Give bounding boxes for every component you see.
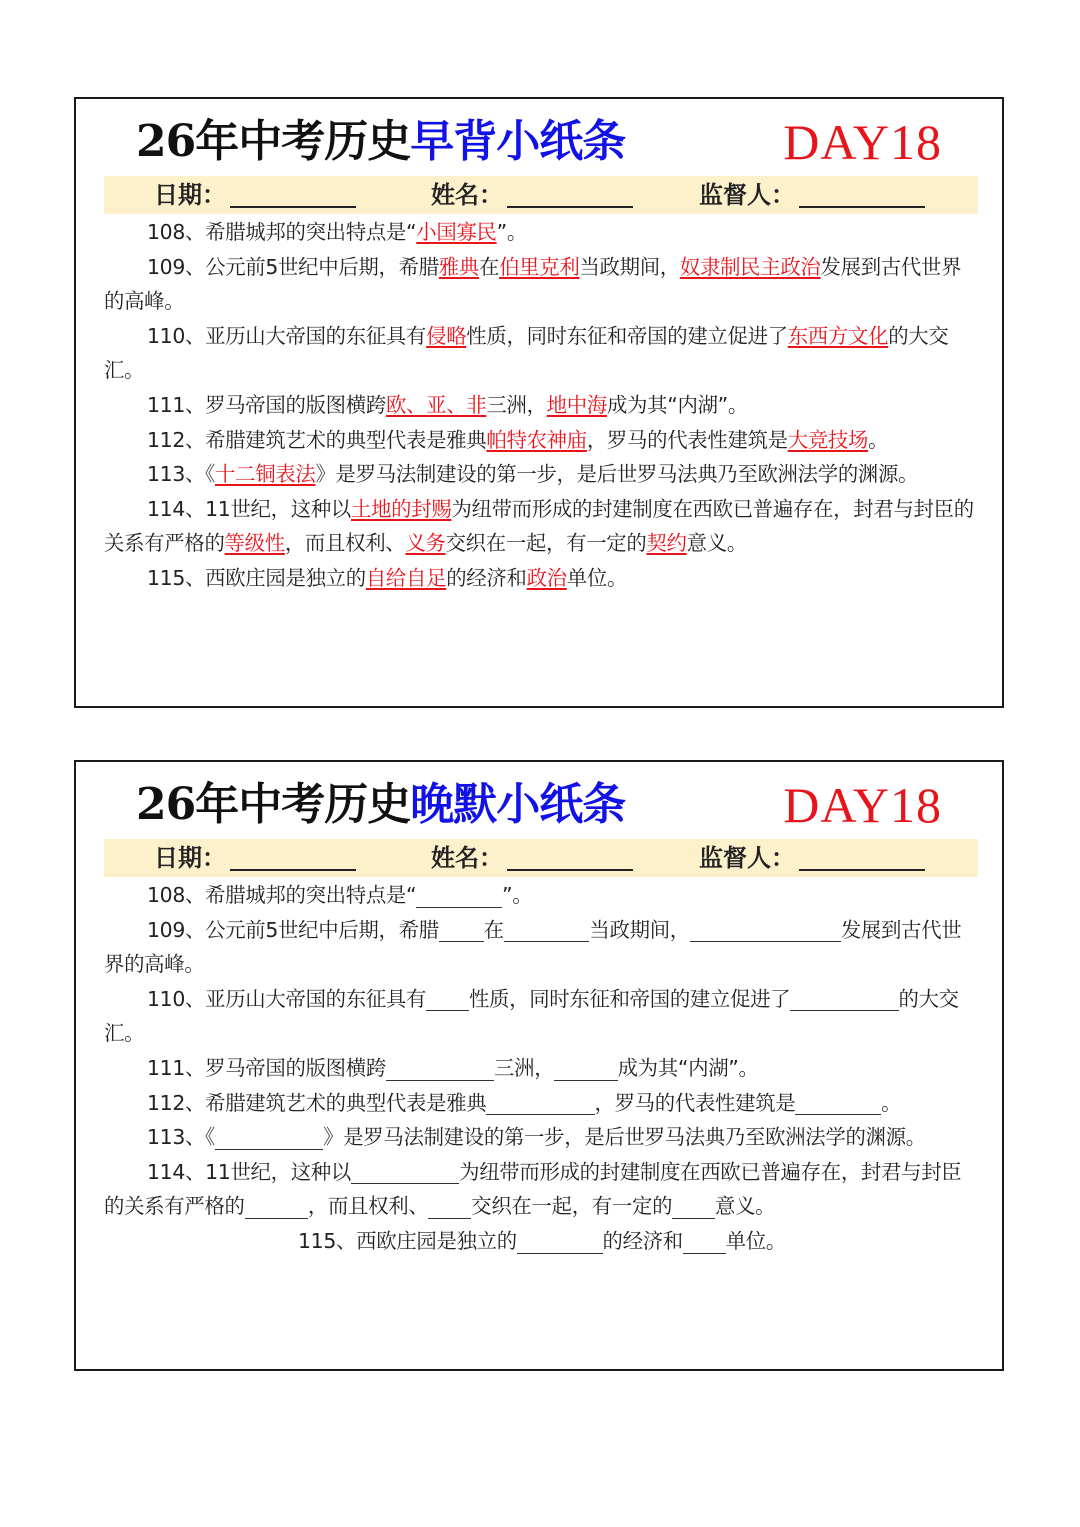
item-text: 单位。 bbox=[566, 565, 628, 590]
item-text: 性质，同时东征和帝国的建立促进了 bbox=[468, 986, 791, 1011]
date-blank bbox=[230, 843, 356, 871]
item-text: 》是罗马法制建设的第一步，是后世罗马法典乃至欧洲法学的渊源。 bbox=[323, 1125, 926, 1150]
answer-text: 义务 bbox=[405, 531, 446, 556]
list-item bbox=[104, 1120, 980, 1155]
item-list bbox=[104, 215, 980, 596]
supervisor-blank bbox=[799, 180, 925, 208]
list-item bbox=[104, 982, 980, 1051]
answer-blank bbox=[554, 1054, 617, 1081]
supervisor-field[interactable]: 监督人： bbox=[699, 176, 925, 214]
meta-row bbox=[104, 839, 978, 877]
answer-text: 十二铜表法 bbox=[215, 462, 316, 487]
supervisor-field[interactable]: 监督人： bbox=[699, 839, 925, 877]
list-item bbox=[104, 457, 980, 492]
item-text: 当政期间， bbox=[589, 917, 690, 942]
item-text: 单位。 bbox=[725, 1228, 786, 1253]
meta-row bbox=[104, 176, 978, 214]
name-blank bbox=[507, 180, 633, 208]
card-header bbox=[76, 772, 1002, 840]
answer-blank bbox=[351, 1157, 459, 1184]
item-text: 。 bbox=[881, 1090, 902, 1115]
list-item bbox=[104, 492, 980, 561]
item-text: 111、罗马帝国的版图横跨 bbox=[147, 1055, 386, 1080]
answer-blank bbox=[690, 915, 841, 942]
name-field[interactable]: 姓名： bbox=[431, 176, 633, 214]
item-text: 113、《 bbox=[147, 462, 216, 487]
answer-text: 契约 bbox=[646, 531, 687, 556]
item-text: 109、公元前5世纪中后期，希腊 bbox=[147, 254, 439, 279]
answer-text: 伯里克利 bbox=[499, 254, 580, 279]
evening-card bbox=[74, 760, 1004, 1371]
item-text: 110、亚历山大帝国的东征具有 bbox=[147, 323, 427, 348]
item-text: 109、公元前5世纪中后期，希腊 bbox=[147, 917, 439, 942]
list-item bbox=[104, 1155, 980, 1224]
item-text: 的经济和 bbox=[602, 1228, 683, 1253]
item-text: 的大交汇。 bbox=[104, 323, 949, 383]
list-item bbox=[104, 913, 980, 982]
item-text: 115、西欧庄园是独立的 bbox=[298, 1228, 517, 1253]
name-field[interactable]: 姓名： bbox=[431, 839, 633, 877]
item-text: 112、希腊建筑艺术的典型代表是雅典 bbox=[147, 1090, 487, 1115]
list-item bbox=[104, 1086, 980, 1121]
list-item bbox=[104, 250, 980, 319]
list-item bbox=[104, 561, 980, 596]
answer-blank bbox=[683, 1227, 726, 1254]
answer-text: 东西方文化 bbox=[787, 323, 889, 348]
answer-blank bbox=[386, 1054, 494, 1081]
item-text: 108、希腊城邦的突出特点是“ bbox=[147, 220, 417, 244]
answer-blank bbox=[486, 1088, 594, 1115]
item-text: 的经济和 bbox=[446, 565, 527, 590]
list-item bbox=[104, 388, 980, 423]
answer-blank bbox=[416, 881, 502, 908]
card-title: 26年中考历史晚默小纸条 bbox=[136, 779, 626, 830]
item-text: 三洲， bbox=[494, 1055, 555, 1080]
morning-card bbox=[74, 97, 1004, 708]
supervisor-blank bbox=[799, 843, 925, 871]
item-text: ，而且权利、 bbox=[307, 1194, 429, 1219]
item-text: 发展到古代世界的高峰。 bbox=[104, 917, 962, 977]
answer-blank bbox=[439, 915, 484, 942]
item-text: 性质，同时东征和帝国的建立促进了 bbox=[466, 323, 788, 348]
item-text: 成为其“内湖”。 bbox=[606, 392, 749, 417]
answer-text: 奴隶制民主政治 bbox=[679, 254, 821, 279]
title-highlight: 早背小纸条 bbox=[410, 116, 626, 167]
item-text: 108、希腊城邦的突出特点是“ bbox=[147, 883, 417, 907]
date-blank bbox=[230, 180, 356, 208]
item-text: 112、希腊建筑艺术的典型代表是雅典 bbox=[147, 427, 487, 452]
answer-blank bbox=[790, 984, 898, 1011]
item-text: 三洲， bbox=[486, 392, 547, 417]
item-text: 在 bbox=[478, 254, 500, 279]
answer-text: 侵略 bbox=[426, 323, 467, 348]
answer-blank bbox=[245, 1192, 308, 1219]
answer-text: 帕特农神庙 bbox=[486, 427, 587, 452]
card-header bbox=[76, 109, 1002, 177]
answer-text: 地中海 bbox=[546, 392, 607, 417]
item-text: 。 bbox=[868, 427, 889, 452]
item-text: 110、亚历山大帝国的东征具有 bbox=[147, 986, 427, 1011]
item-text: 为纽带而形成的封建制度在西欧已普遍存在，封君与封臣的关系有严格的 bbox=[104, 496, 974, 556]
item-text: 在 bbox=[483, 917, 504, 942]
list-item bbox=[104, 1051, 980, 1086]
answer-text: 雅典 bbox=[438, 254, 479, 279]
item-text: ，而且权利、 bbox=[284, 531, 406, 556]
name-blank bbox=[507, 843, 633, 871]
answer-blank bbox=[428, 1192, 471, 1219]
list-item bbox=[104, 423, 980, 458]
item-text: ，罗马的代表性建筑是 bbox=[586, 427, 788, 452]
item-text: 113、《 bbox=[147, 1125, 216, 1150]
item-text: 115、西欧庄园是独立的 bbox=[147, 565, 366, 590]
item-text: 当政期间， bbox=[579, 254, 680, 279]
item-text: 成为其“内湖”。 bbox=[617, 1055, 759, 1080]
answer-text: 土地的封赐 bbox=[351, 496, 452, 521]
item-text: 的大交汇。 bbox=[104, 986, 959, 1046]
answer-blank bbox=[426, 984, 469, 1011]
list-item bbox=[104, 319, 980, 388]
answer-text: 政治 bbox=[526, 565, 567, 590]
date-field[interactable]: 日期： bbox=[154, 839, 356, 877]
answer-text: 自给自足 bbox=[365, 565, 447, 590]
item-text: ，罗马的代表性建筑是 bbox=[594, 1090, 796, 1115]
item-text: 为纽带而形成的封建制度在西欧已普遍存在，封君与封臣的关系有严格的 bbox=[104, 1159, 962, 1219]
answer-text: 等级性 bbox=[224, 531, 285, 556]
item-text: 意义。 bbox=[714, 1194, 776, 1219]
answer-blank bbox=[517, 1227, 603, 1254]
day-label: DAY18 bbox=[783, 114, 942, 170]
item-text: 111、罗马帝国的版图横跨 bbox=[147, 392, 386, 417]
day-label: DAY18 bbox=[783, 777, 942, 833]
answer-blank bbox=[215, 1123, 323, 1150]
item-text: ”。 bbox=[501, 883, 533, 907]
item-text: 交织在一起，有一定的 bbox=[471, 1194, 673, 1219]
title-highlight: 晚默小纸条 bbox=[410, 779, 626, 830]
item-list bbox=[104, 878, 980, 1259]
list-item bbox=[104, 215, 980, 250]
answer-text: 小国寡民 bbox=[416, 220, 497, 244]
item-text: 114、11世纪，这种以 bbox=[147, 1159, 351, 1184]
answer-blank bbox=[672, 1192, 715, 1219]
list-item bbox=[104, 878, 980, 913]
date-field[interactable]: 日期： bbox=[154, 176, 356, 214]
answer-blank bbox=[504, 915, 590, 942]
item-text: 意义。 bbox=[686, 531, 747, 556]
item-text: ”。 bbox=[496, 220, 528, 244]
item-text: 114、11世纪，这种以 bbox=[147, 496, 351, 521]
list-item bbox=[104, 1224, 980, 1259]
answer-blank bbox=[795, 1088, 881, 1115]
item-text: 发展到古代世界的高峰。 bbox=[104, 254, 962, 314]
card-title: 26年中考历史早背小纸条 bbox=[136, 116, 626, 167]
item-text: 交织在一起，有一定的 bbox=[445, 531, 647, 556]
answer-text: 欧、亚、非 bbox=[385, 392, 487, 417]
answer-text: 大竞技场 bbox=[787, 427, 869, 452]
item-text: 》是罗马法制建设的第一步，是后世罗马法典乃至欧洲法学的渊源。 bbox=[315, 462, 919, 487]
